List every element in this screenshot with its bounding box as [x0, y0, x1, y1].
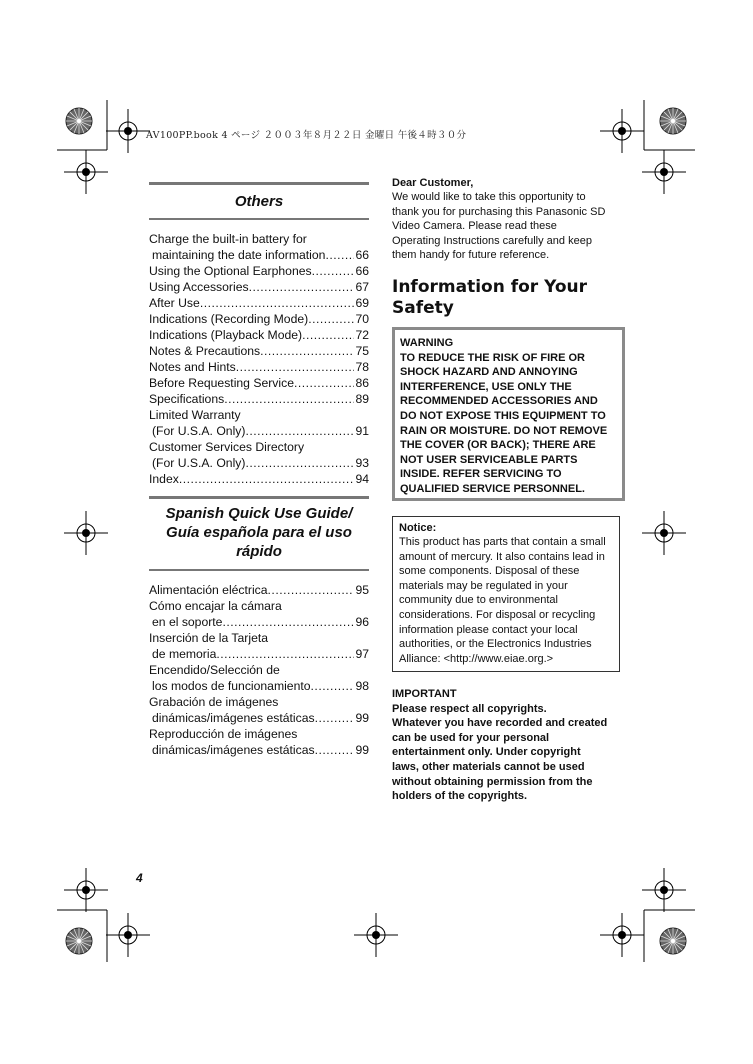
dear-line: Operating Instructions carefully and keep — [392, 234, 592, 247]
toc-leader-dots — [200, 295, 355, 311]
toc-page-number: 99 — [355, 743, 369, 757]
toc-leader-dots — [249, 279, 355, 295]
others-section — [149, 182, 369, 487]
toc-page-number: 98 — [355, 679, 369, 693]
toc-entry — [149, 375, 369, 391]
info-title-line: Safety — [392, 298, 454, 318]
dear-customer — [392, 177, 622, 263]
toc-leader-dots — [245, 455, 354, 471]
toc-entry-title: de memoria — [152, 647, 217, 661]
toc-page-number: 78 — [355, 360, 369, 374]
toc-entry-line: Charge the built-in battery for — [149, 232, 307, 246]
toc-entry-title: Specifications — [149, 392, 225, 406]
notice-title: Notice: — [399, 522, 437, 534]
toc-entry-title: After Use — [149, 296, 200, 310]
toc-entry-line: Inserción de la Tarjeta — [149, 631, 269, 645]
spanish-toc — [149, 582, 369, 758]
toc-entry-title: Using Accessories — [149, 280, 249, 294]
toc-entry — [149, 359, 369, 375]
file-header: AV100PP.book 4 ページ ２００３年８月２２日 金曜日 午後４時３０分 — [146, 130, 467, 141]
warning-line: DO NOT EXPOSE THIS EQUIPMENT TO — [400, 409, 606, 422]
toc-page-number: 86 — [355, 376, 369, 390]
spanish-title-line: Spanish Quick Use Guide/ — [165, 505, 353, 522]
toc-leader-dots — [224, 391, 354, 407]
dear-title: Dear Customer, — [392, 177, 474, 189]
toc-entry — [149, 742, 369, 758]
important-line: Please respect all copyrights. — [392, 702, 547, 715]
important-line: entertainment only. Under copyright — [392, 746, 581, 759]
warning-line: RAIN OR MOISTURE. DO NOT REMOVE — [400, 424, 608, 437]
notice-line: authorities, or the Electronics Industries — [399, 638, 592, 651]
toc-entry-title: Indications (Playback Mode) — [149, 328, 303, 342]
toc-entry-line: Limited Warranty — [149, 408, 241, 422]
notice-line: some components. Disposal of these — [399, 565, 580, 578]
section-rule — [149, 218, 369, 220]
toc-entry-title: en el soporte — [152, 615, 223, 629]
toc-page-number: 69 — [355, 296, 369, 310]
info-title — [392, 277, 622, 319]
warning-line: INTERFERENCE, USE ONLY THE — [400, 380, 572, 393]
toc-leader-dots — [260, 343, 354, 359]
toc-entry — [149, 391, 369, 407]
warning-box — [392, 327, 625, 501]
warning-line: TO REDUCE THE RISK OF FIRE OR — [400, 351, 585, 364]
page-number: 4 — [136, 871, 143, 885]
toc-entry-title: Index — [149, 472, 179, 486]
toc-page-number: 95 — [355, 583, 369, 597]
warning-line: RECOMMENDED ACCESSORIES AND — [400, 395, 598, 408]
toc-entry-line: Grabación de imágenes — [149, 695, 279, 709]
toc-leader-dots — [294, 375, 354, 391]
spanish-section — [149, 496, 369, 758]
notice-line: community due to environmental — [399, 594, 558, 607]
warning-line: INSIDE. REFER SERVICING TO — [400, 468, 562, 481]
toc-entry — [149, 710, 369, 726]
toc-entry — [149, 582, 369, 598]
toc-entry-line: Customer Services Directory — [149, 440, 305, 454]
dear-line: them handy for future reference. — [392, 249, 550, 262]
info-title-line: Information for Your — [392, 277, 588, 297]
section-rule — [149, 569, 369, 571]
toc-leader-dots — [179, 471, 355, 487]
important-line: holders of the copyrights. — [392, 790, 528, 803]
toc-leader-dots — [311, 678, 355, 694]
toc-entry-line: Reproducción de imágenes — [149, 727, 298, 741]
others-toc — [149, 231, 369, 487]
toc-page-number: 75 — [355, 344, 369, 358]
toc-entry-title: Notes & Precautions — [149, 344, 261, 358]
toc-leader-dots — [308, 311, 354, 327]
toc-entry — [149, 263, 369, 279]
toc-page-number: 89 — [355, 392, 369, 406]
toc-leader-dots — [315, 710, 355, 726]
toc-entry-title: Notes and Hints — [149, 360, 236, 374]
toc-leader-dots — [312, 263, 355, 279]
toc-leader-dots — [245, 423, 354, 439]
important-line: can be used for your personal — [392, 731, 550, 744]
toc-page-number: 66 — [355, 248, 369, 262]
important-line: without obtaining permission from the — [392, 775, 593, 788]
toc-entry-title: (For U.S.A. Only) — [152, 424, 246, 438]
notice-line: considerations. For disposal or recycling — [399, 608, 596, 621]
notice-box — [392, 516, 620, 672]
toc-entry-title: dinámicas/imágenes estáticas — [152, 711, 315, 725]
toc-entry — [149, 247, 369, 263]
dear-line: We would like to take this opportunity to — [392, 191, 586, 203]
toc-page-number: 94 — [355, 472, 369, 486]
toc-entry — [149, 678, 369, 694]
toc-entry-title: dinámicas/imágenes estáticas — [152, 743, 315, 757]
toc-entry — [149, 614, 369, 630]
toc-entry-title: Indications (Recording Mode) — [149, 312, 309, 326]
toc-leader-dots — [222, 614, 354, 630]
toc-page-number: 99 — [355, 711, 369, 725]
toc-page-number: 97 — [355, 647, 369, 661]
toc-entry — [149, 471, 369, 487]
toc-page-number: 67 — [355, 280, 369, 294]
toc-leader-dots — [236, 359, 355, 375]
toc-entry-title: Using the Optional Earphones — [149, 264, 312, 278]
others-title: Others — [234, 193, 284, 210]
toc-page-number: 91 — [355, 424, 369, 438]
toc-page-number: 96 — [355, 615, 369, 629]
spanish-title — [149, 504, 369, 561]
toc-page-number: 93 — [355, 456, 369, 470]
warning-line: QUALIFIED SERVICE PERSONNEL. — [400, 482, 585, 495]
important-line: Whatever you have recorded and created — [392, 717, 608, 730]
toc-entry-line: Encendido/Selección de — [149, 663, 280, 677]
toc-leader-dots — [216, 646, 354, 662]
toc-page-number: 66 — [355, 264, 369, 278]
toc-entry — [149, 646, 369, 662]
toc-entry-title: los modos de funcionamiento — [152, 679, 311, 693]
warning-text — [400, 336, 622, 497]
notice-line: amount of mercury. It also contains lead in — [399, 550, 605, 563]
toc-entry-title: maintaining the date information — [152, 248, 326, 262]
important-line: IMPORTANT — [392, 688, 457, 700]
toc-entry-title: Alimentación eléctrica — [149, 583, 268, 597]
toc-page-number: 72 — [355, 328, 369, 342]
important-notice — [392, 687, 622, 804]
toc-entry — [149, 279, 369, 295]
notice-body — [399, 535, 619, 666]
toc-leader-dots — [302, 327, 354, 343]
dear-line: thank you for purchasing this Panasonic SD — [392, 205, 606, 218]
toc-entry — [149, 327, 369, 343]
toc-entry — [149, 423, 369, 439]
toc-entry-title: Before Requesting Service — [149, 376, 294, 390]
toc-page-number: 70 — [355, 312, 369, 326]
important-line: laws, other materials cannot be used — [392, 760, 585, 773]
warning-line: NOT USER SERVICEABLE PARTS — [400, 453, 578, 466]
toc-entry — [149, 311, 369, 327]
notice-line: Alliance: <http://www.eiae.org.> — [399, 652, 554, 665]
section-rule — [149, 496, 369, 499]
warning-line: SHOCK HAZARD AND ANNOYING — [400, 366, 578, 379]
warning-line: WARNING — [400, 337, 454, 349]
toc-entry — [149, 455, 369, 471]
toc-entry — [149, 343, 369, 359]
toc-entry — [149, 295, 369, 311]
toc-leader-dots — [325, 247, 354, 263]
section-rule — [149, 182, 369, 185]
spanish-title-line: Guía española para el uso — [166, 524, 352, 541]
notice-line: materials may be regulated in your — [399, 579, 568, 592]
toc-entry-title: (For U.S.A. Only) — [152, 456, 246, 470]
toc-leader-dots — [315, 742, 355, 758]
warning-line: THE COVER (OR BACK); THERE ARE — [400, 439, 596, 452]
notice-line: This product has parts that contain a small — [399, 536, 606, 548]
dear-line: Video Camera. Please read these — [392, 220, 557, 233]
spanish-title-line: rápido — [236, 543, 282, 560]
toc-entry-line: Cómo encajar la cámara — [149, 599, 282, 613]
toc-leader-dots — [268, 582, 355, 598]
notice-line: information please contact your local — [399, 623, 578, 636]
dear-body — [392, 190, 622, 263]
